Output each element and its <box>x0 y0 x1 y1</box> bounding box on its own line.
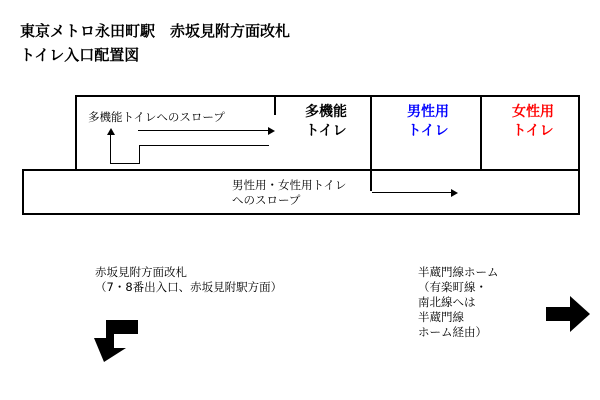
caption-ticket-gate <box>95 265 282 295</box>
wall-entrance-multi <box>274 95 276 115</box>
room-label-multi-purpose-line2: トイレ <box>305 123 347 139</box>
room-label-womens-toilet <box>488 103 578 141</box>
annotation-slope-to-mens-womens <box>232 178 346 208</box>
caption-ticket-gate-line2: （7・8番出入口、赤坂見附駅方面） <box>95 280 283 294</box>
caption-hanzomon-line3: 南北線へは <box>418 295 476 309</box>
wall-corridor-bottom <box>22 213 580 215</box>
arrow-down-left-icon <box>92 318 140 364</box>
slope-multi-riser-line <box>110 131 111 164</box>
slope-multi-arrow-head <box>268 127 275 135</box>
slope-multi-corridor-line-top <box>139 145 269 146</box>
wall-corridor-notch-right <box>370 171 372 191</box>
room-label-mens-line2: トイレ <box>407 123 449 139</box>
caption-ticket-gate-line1: 赤坂見附方面改札 <box>95 265 187 279</box>
wall-divider-mens-womens <box>480 95 482 171</box>
wall-corridor-top-left <box>22 169 77 171</box>
room-label-mens-toilet <box>378 103 478 141</box>
slope-multi-riser-arrow-head <box>107 128 115 135</box>
caption-hanzomon-line5: ホーム経由） <box>418 325 487 339</box>
annotation-slope-mens-womens-line2: へのスロープ <box>232 193 301 207</box>
wall-left <box>75 95 77 171</box>
wall-bottom-rooms <box>75 169 580 171</box>
wall-corridor-left <box>22 169 24 215</box>
arrow-right-icon <box>546 296 590 332</box>
caption-hanzomon-line4: 半蔵門線 <box>418 310 464 324</box>
page-title-line-1: 東京メトロ永田町駅 赤坂見附方面改札 <box>20 22 291 40</box>
wall-right <box>578 95 580 215</box>
room-label-multi-purpose-line1: 多機能 <box>305 104 347 120</box>
caption-hanzomon-line2: （有楽町線・ <box>418 280 487 294</box>
annotation-slope-to-multi-purpose: 多機能トイレへのスロープ <box>88 110 225 124</box>
caption-hanzomon-line-platform <box>418 265 499 340</box>
page-title-line-2: トイレ入口配置図 <box>20 46 140 64</box>
slope-mens-womens-arrow-head <box>451 189 458 197</box>
caption-hanzomon-line1: 半蔵門線ホーム <box>418 265 499 279</box>
room-label-multi-purpose-toilet <box>283 103 369 141</box>
wall-top <box>75 95 580 97</box>
wall-divider-multi-mens <box>370 95 372 171</box>
room-label-mens-line1: 男性用 <box>407 104 449 120</box>
annotation-slope-mens-womens-line1: 男性用・女性用トイレ <box>232 178 347 192</box>
room-label-womens-line2: トイレ <box>512 123 554 139</box>
slope-multi-corridor-line-h <box>110 163 140 164</box>
room-label-womens-line1: 女性用 <box>512 104 554 120</box>
slope-multi-arrow-line <box>138 130 268 131</box>
slope-mens-womens-arrow-line <box>372 192 452 193</box>
slope-multi-corridor-line-v <box>139 145 140 164</box>
